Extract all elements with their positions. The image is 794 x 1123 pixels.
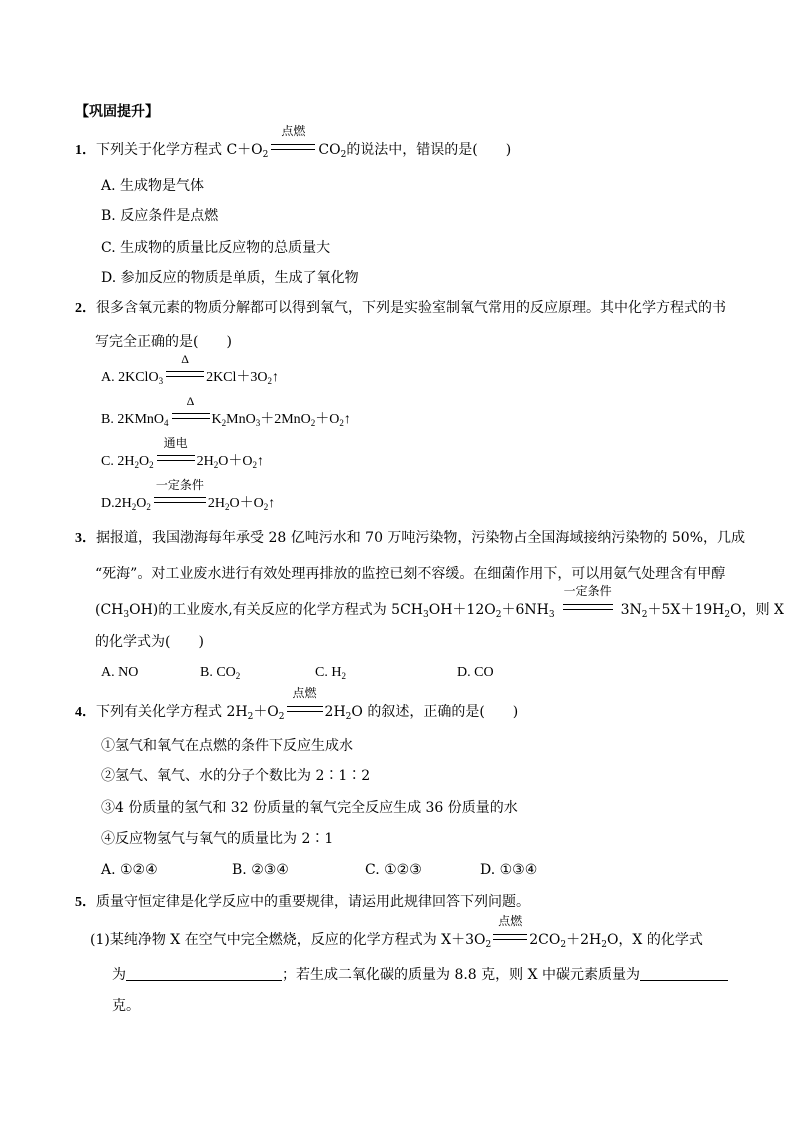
section-title: 【巩固提升】 [75,104,159,120]
q1-option-b: B. 反应条件是点燃 [101,208,219,224]
q3-option-d: D. CO [457,665,494,680]
q1-option-d: D. 参加反应的物质是单质，生成了氧化物 [101,270,359,286]
question-3-line4: 的化学式为( ) [95,634,204,650]
q4-option-c: C. ①②③ [365,862,422,878]
q4-statement-4: ④反应物氢气与氧气的质量比为 2∶1 [101,831,334,847]
question-3-line2: “死海”。对工业废水进行有效处理再排放的监控已刻不容缓。在细菌作用下，可以用氨气处理含有甲醇 [95,566,726,582]
q1-option-a: A. 生成物是气体 [101,178,205,194]
q3-option-c: C. $H_2$ [315,665,346,681]
double-line-arrow [563,604,613,610]
double-line-arrow [271,144,315,150]
q4-option-a: A. ①②④ [101,862,158,878]
q2-option-c: C. $2H_2O_2$ 通电 $2H_2O+O_2↑$ [101,436,264,470]
answer-blank-formula[interactable] [126,966,282,981]
double-line-arrow [157,455,195,461]
double-line-arrow [493,934,527,940]
double-line-arrow [287,706,323,712]
q3-option-b: B. $CO_2$ [200,665,241,681]
question-1-stem: 1．下列关于化学方程式 $C+O_2$ 点燃 $CO_2$的说法中，错误的是( ) [75,124,512,160]
q2-option-b: B. 2KMnO$_4$ Δ $K_2MnO_3+2MnO_2+O_2↑$ [101,394,351,428]
question-2-stem-line1: 2．很多含氧元素的物质分解都可以得到氧气，下列是实验室制氧气常用的反应原理。其中化学方程式的书 [75,300,726,316]
q4-statement-3: ③4 份质量的氢气和 32 份质量的氧气完全反应生成 36 份质量的水 [101,800,518,816]
q2-option-a: A. 2KClO$_3$ Δ $2KCl+3O_2↑$ [101,352,280,386]
question-3-line3: $(CH_3OH)$的工业废水,有关反应的化学方程式为 $5CH_3OH+12O_2+6NH_3$ 一定条件 $3N_2+5X+19H_2O$，则 X [95,584,785,620]
double-line-arrow [172,413,210,419]
double-line-arrow [154,497,206,503]
q3-option-a: A. NO [101,665,139,680]
question-number: 1． [75,143,96,158]
q4-statement-1: ①氢气和氧气在点燃的条件下反应生成水 [101,738,353,754]
question-2-stem-line2: 写完全正确的是( ) [95,334,232,350]
q2-option-d: $D.2H_2O_2$ 一定条件 $2H_2O+O_2↑$ [101,478,276,512]
reaction-condition: 点燃 [271,140,315,160]
answer-blank-carbon-mass[interactable] [640,966,728,981]
q4-option-b: B. ②③④ [232,862,289,878]
question-4-stem: 4．下列有关化学方程式 $2H_2+O_2$ 点燃 $2H_2O$ 的叙述，正确的是( ) [75,686,519,722]
q4-statement-2: ②氢气、氧气、水的分子个数比为 2∶1∶2 [101,768,371,784]
question-5-line3: 克。 [112,998,140,1014]
double-line-arrow [166,371,204,377]
q1-option-c: C. 生成物的质量比反应物的总质量大 [101,240,331,256]
question-5-subquestion-1: (1)某纯净物 X 在空气中完全燃烧，反应的化学方程式为 $X+3O_2$ 点燃 $2CO_2+2H_2O$，X 的化学式 [90,914,703,950]
question-3-line1: 3．据报道，我国渤海每年承受 28 亿吨污水和 70 万吨污染物，污染物占全国海域接纳污染物的 50%，几成 [75,530,745,546]
question-5-line2: 为 ；若生成二氧化碳的质量为 8.8 克，则 X 中碳元素质量为 [112,965,728,985]
question-5-stem: 5．质量守恒定律是化学反应中的重要规律，请运用此规律回答下列问题。 [75,894,530,910]
q4-option-d: D. ①③④ [480,862,538,878]
